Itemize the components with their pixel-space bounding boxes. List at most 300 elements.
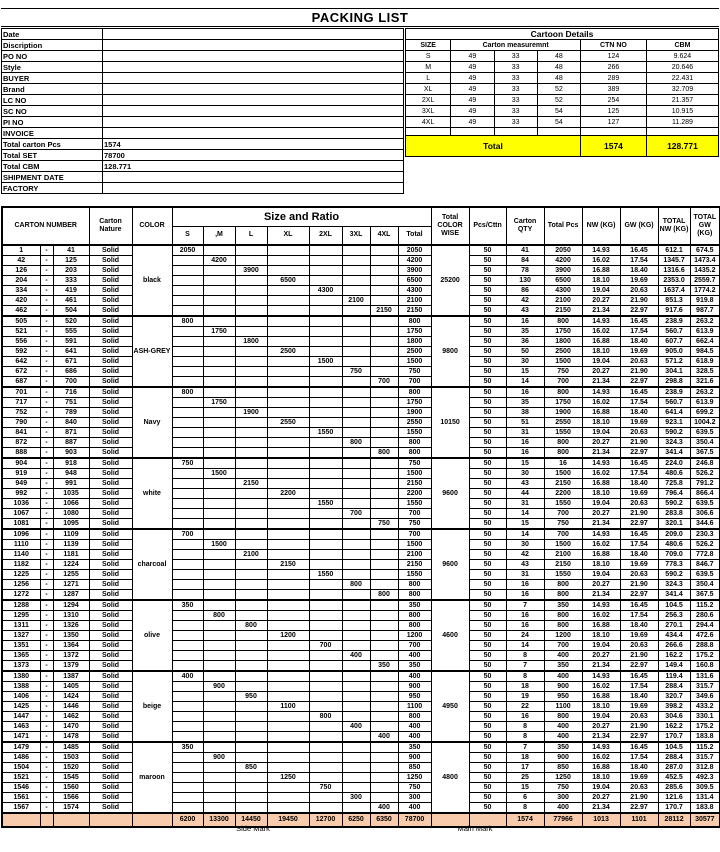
- size-qty-cell: [235, 773, 267, 783]
- gw-header: GW (KG): [620, 207, 658, 245]
- carton-dash-cell: -: [40, 651, 53, 661]
- total-pcs-cell: 2100: [544, 550, 582, 560]
- pcs-per-carton-cell: 50: [469, 692, 506, 702]
- size-qty-cell: 400: [370, 732, 398, 743]
- total-nw-cell: 149.4: [658, 661, 690, 672]
- size-qty-cell: [342, 702, 370, 712]
- total-nw-cell: 162.2: [658, 651, 690, 661]
- size-row-total-cell: 800: [398, 580, 431, 590]
- size-qty-cell: 1550: [309, 428, 342, 438]
- size-row-total-cell: 1900: [398, 408, 431, 418]
- carton-dash-cell: -: [40, 560, 53, 570]
- total-gw-cell: 350.4: [690, 438, 720, 448]
- size-qty-cell: [203, 621, 235, 631]
- size-qty-cell: 350: [172, 600, 203, 611]
- size-qty-cell: [267, 469, 309, 479]
- size-qty-cell: [172, 631, 203, 641]
- total-pcs-cell: 1200: [544, 631, 582, 641]
- size-qty-cell: [370, 783, 398, 793]
- size-qty-cell: [342, 499, 370, 509]
- total-gw-cell: 309.5: [690, 783, 720, 793]
- carton-qty-cell: 16: [506, 438, 544, 448]
- info-value: [103, 73, 404, 84]
- size-qty-cell: [267, 306, 309, 317]
- size-qty-cell: [342, 327, 370, 337]
- size-qty-cell: [235, 570, 267, 580]
- carton-from-cell: 334: [2, 286, 40, 296]
- gw-cell: 18.40: [620, 337, 658, 347]
- size-row-total-header: Total: [398, 226, 431, 245]
- size-row-total-cell: 800: [398, 448, 431, 459]
- carton-details-ctn-header: CTN NO: [581, 40, 647, 51]
- size-qty-cell: 1500: [203, 469, 235, 479]
- carton-cbm-cell: 32.709: [646, 84, 718, 95]
- total-nw-cell: 612.1: [658, 245, 690, 256]
- color-cell: white: [132, 458, 172, 529]
- carton-cbm-cell: 21.357: [646, 95, 718, 106]
- carton-meas-l-cell: 49: [451, 106, 494, 117]
- pcs-per-carton-cell: 50: [469, 753, 506, 763]
- carton-dash-cell: -: [40, 398, 53, 408]
- carton-ctn-no-cell: 254: [581, 95, 647, 106]
- carton-details-row: [406, 73, 719, 84]
- packing-row: [2, 671, 720, 682]
- size-qty-cell: [172, 722, 203, 732]
- size-qty-cell: 2550: [267, 418, 309, 428]
- size-qty-cell: [235, 560, 267, 570]
- pcs-per-carton-cell: 50: [469, 266, 506, 276]
- pcs-per-carton-cell: 50: [469, 448, 506, 459]
- carton-dash-cell: -: [40, 296, 53, 306]
- total-nw-cell: 1637.4: [658, 286, 690, 296]
- info-label: SHIPMENT DATE: [2, 172, 103, 183]
- size-row-total-cell: 700: [398, 509, 431, 519]
- total-pcs-cell: 1550: [544, 428, 582, 438]
- carton-qty-cell: 15: [506, 458, 544, 469]
- size-qty-cell: [203, 763, 235, 773]
- carton-nature-cell: Solid: [89, 306, 132, 317]
- packing-row: [2, 479, 720, 489]
- carton-number-header: CARTON NUMBER: [2, 207, 89, 245]
- size-row-total-cell: 800: [398, 611, 431, 621]
- size-qty-cell: [342, 631, 370, 641]
- size-qty-cell: [267, 641, 309, 651]
- size-col-header-2xl: 2XL: [309, 226, 342, 245]
- carton-qty-cell: 41: [506, 245, 544, 256]
- carton-dash-cell: -: [40, 499, 53, 509]
- pcs-per-carton-cell: 50: [469, 540, 506, 550]
- carton-meas-h-cell: 54: [537, 117, 580, 128]
- size-qty-cell: [309, 367, 342, 377]
- carton-details-total-cbm: 128.771: [646, 136, 718, 157]
- total-pcs-cell: 850: [544, 763, 582, 773]
- total-gw-cell: 321.6: [690, 377, 720, 388]
- carton-from-cell: 1365: [2, 651, 40, 661]
- nw-cell: 14.93: [582, 742, 620, 753]
- size-qty-cell: [172, 773, 203, 783]
- info-row: [2, 150, 404, 161]
- packing-row: [2, 732, 720, 743]
- carton-dash-cell: -: [40, 600, 53, 611]
- size-qty-cell: [235, 428, 267, 438]
- total-gw-cell: 183.8: [690, 732, 720, 743]
- carton-meas-l-cell: 49: [451, 84, 494, 95]
- size-qty-cell: 2150: [235, 479, 267, 489]
- carton-to-cell: 1462: [53, 712, 89, 722]
- size-qty-cell: [370, 296, 398, 306]
- gw-cell: 16.45: [620, 600, 658, 611]
- size-qty-cell: 700: [342, 509, 370, 519]
- size-qty-cell: [235, 245, 267, 256]
- info-value: [103, 128, 404, 139]
- packing-row: [2, 702, 720, 712]
- carton-nature-cell: Solid: [89, 327, 132, 337]
- carton-qty-cell: 16: [506, 316, 544, 327]
- carton-from-cell: 1447: [2, 712, 40, 722]
- total-nw-cell: 341.4: [658, 590, 690, 601]
- size-qty-cell: [172, 448, 203, 459]
- nw-cell: 16.02: [582, 398, 620, 408]
- color-cell: black: [132, 245, 172, 316]
- size-row-total-cell: 2100: [398, 550, 431, 560]
- carton-qty-cell: 78: [506, 266, 544, 276]
- carton-nature-cell: Solid: [89, 377, 132, 388]
- packing-row: [2, 519, 720, 530]
- size-row-total-cell: 3900: [398, 266, 431, 276]
- page-title: PACKING LIST: [1, 9, 719, 27]
- size-qty-cell: [172, 651, 203, 661]
- size-qty-cell: [267, 337, 309, 347]
- pcs-per-carton-cell: 50: [469, 458, 506, 469]
- nw-cell: 14.93: [582, 671, 620, 682]
- size-qty-cell: [235, 783, 267, 793]
- carton-from-cell: 1486: [2, 753, 40, 763]
- packing-row: [2, 641, 720, 651]
- total-pcs-cell: 4200: [544, 256, 582, 266]
- nw-cell: 16.02: [582, 256, 620, 266]
- pcs-per-carton-cell: 50: [469, 580, 506, 590]
- size-qty-cell: [370, 621, 398, 631]
- grand-size-total-cell: 14450: [235, 813, 267, 827]
- size-qty-cell: [342, 773, 370, 783]
- size-qty-cell: [172, 367, 203, 377]
- carton-nature-cell: Solid: [89, 560, 132, 570]
- carton-cbm-cell: 9.624: [646, 51, 718, 62]
- carton-from-cell: 1546: [2, 783, 40, 793]
- gw-cell: 20.63: [620, 286, 658, 296]
- size-qty-cell: [203, 276, 235, 286]
- carton-to-cell: 1545: [53, 773, 89, 783]
- total-gw-cell: 492.3: [690, 773, 720, 783]
- carton-to-cell: 903: [53, 448, 89, 459]
- total-pcs-cell: 1750: [544, 327, 582, 337]
- pcs-per-carton-cell: 50: [469, 296, 506, 306]
- packing-row: [2, 570, 720, 580]
- carton-from-cell: 888: [2, 448, 40, 459]
- size-qty-cell: [203, 783, 235, 793]
- nw-cell: 20.27: [582, 367, 620, 377]
- nw-cell: 18.10: [582, 631, 620, 641]
- size-qty-cell: [342, 519, 370, 530]
- total-pcs-cell: 300: [544, 793, 582, 803]
- total-gw-cell: 639.5: [690, 428, 720, 438]
- size-row-total-cell: 6500: [398, 276, 431, 286]
- carton-dash-cell: -: [40, 732, 53, 743]
- size-qty-cell: 1100: [267, 702, 309, 712]
- pcs-per-carton-cell: 50: [469, 509, 506, 519]
- size-qty-cell: [370, 631, 398, 641]
- size-qty-cell: [370, 651, 398, 661]
- carton-from-cell: 687: [2, 377, 40, 388]
- gw-cell: 21.90: [620, 580, 658, 590]
- size-qty-cell: [203, 316, 235, 327]
- total-nw-cell: 104.5: [658, 742, 690, 753]
- carton-dash-cell: -: [40, 256, 53, 266]
- carton-meas-w-cell: 33: [494, 73, 537, 84]
- carton-dash-cell: -: [40, 763, 53, 773]
- carton-qty-cell: 86: [506, 286, 544, 296]
- size-qty-cell: [203, 773, 235, 783]
- size-qty-cell: [370, 702, 398, 712]
- carton-from-cell: 752: [2, 408, 40, 418]
- gw-cell: 17.54: [620, 611, 658, 621]
- size-qty-cell: [235, 722, 267, 732]
- info-label: Discription: [2, 40, 103, 51]
- size-row-total-cell: 1200: [398, 631, 431, 641]
- carton-dash-cell: -: [40, 611, 53, 621]
- size-qty-cell: 1750: [203, 398, 235, 408]
- size-qty-cell: [172, 489, 203, 499]
- carton-to-cell: 686: [53, 367, 89, 377]
- size-qty-cell: [203, 245, 235, 256]
- size-qty-cell: [203, 499, 235, 509]
- size-qty-cell: [267, 296, 309, 306]
- carton-to-cell: 333: [53, 276, 89, 286]
- size-qty-cell: [309, 590, 342, 601]
- carton-nature-cell: Solid: [89, 286, 132, 296]
- total-pcs-cell: 800: [544, 611, 582, 621]
- carton-from-cell: 1561: [2, 793, 40, 803]
- carton-dash-cell: -: [40, 712, 53, 722]
- carton-from-cell: 1463: [2, 722, 40, 732]
- total-nw-cell: 320.1: [658, 519, 690, 530]
- total-gw-cell: 315.7: [690, 753, 720, 763]
- size-qty-cell: [172, 580, 203, 590]
- total-gw-cell: 987.7: [690, 306, 720, 317]
- carton-qty-cell: 8: [506, 803, 544, 814]
- packing-row: [2, 651, 720, 661]
- carton-to-cell: 1326: [53, 621, 89, 631]
- total-nw-cell: 283.8: [658, 509, 690, 519]
- size-row-total-cell: 1750: [398, 327, 431, 337]
- carton-details-panel: [405, 28, 719, 157]
- size-qty-cell: [203, 712, 235, 722]
- packing-row: [2, 712, 720, 722]
- total-gw-cell: 175.2: [690, 651, 720, 661]
- nw-cell: 21.34: [582, 590, 620, 601]
- total-pcs-cell: 1500: [544, 469, 582, 479]
- carton-from-cell: 521: [2, 327, 40, 337]
- carton-dash-cell: -: [40, 631, 53, 641]
- carton-to-cell: 716: [53, 387, 89, 398]
- total-gw-cell: 306.6: [690, 509, 720, 519]
- gw-cell: 19.69: [620, 631, 658, 641]
- total-pcs-cell: 800: [544, 580, 582, 590]
- size-qty-cell: [309, 732, 342, 743]
- total-pcs-header: Total Pcs: [544, 207, 582, 245]
- size-qty-cell: [267, 580, 309, 590]
- packing-row: [2, 337, 720, 347]
- total-gw-cell: 367.5: [690, 448, 720, 459]
- total-gw-header: TOTAL GW (KG): [690, 207, 720, 245]
- total-pcs-cell: 800: [544, 621, 582, 631]
- carton-size-cell: L: [406, 73, 451, 84]
- info-row: [2, 73, 404, 84]
- carton-nature-cell: Solid: [89, 651, 132, 661]
- size-qty-cell: [267, 367, 309, 377]
- main-mark-label: Main Mark: [457, 824, 493, 833]
- size-qty-cell: [309, 682, 342, 692]
- size-qty-cell: [203, 306, 235, 317]
- packing-row: [2, 428, 720, 438]
- carton-dash-cell: -: [40, 793, 53, 803]
- size-qty-cell: [309, 803, 342, 814]
- gw-cell: 16.45: [620, 671, 658, 682]
- size-qty-cell: [172, 296, 203, 306]
- size-qty-cell: 850: [235, 763, 267, 773]
- size-qty-cell: [172, 753, 203, 763]
- carton-qty-cell: 18: [506, 753, 544, 763]
- size-qty-cell: [309, 793, 342, 803]
- size-qty-cell: [172, 611, 203, 621]
- carton-to-cell: 887: [53, 438, 89, 448]
- gw-cell: 18.40: [620, 266, 658, 276]
- carton-to-cell: 1560: [53, 783, 89, 793]
- size-row-total-cell: 1550: [398, 428, 431, 438]
- carton-nature-cell: Solid: [89, 550, 132, 560]
- pcs-per-carton-cell: 50: [469, 245, 506, 256]
- nw-cell: 16.88: [582, 479, 620, 489]
- carton-nature-cell: Solid: [89, 428, 132, 438]
- packing-row: [2, 600, 720, 611]
- nw-cell: 16.02: [582, 540, 620, 550]
- size-qty-cell: [267, 651, 309, 661]
- total-nw-cell: 480.6: [658, 540, 690, 550]
- size-qty-cell: [172, 408, 203, 418]
- carton-to-cell: 1310: [53, 611, 89, 621]
- size-row-total-cell: 800: [398, 387, 431, 398]
- carton-nature-cell: Solid: [89, 570, 132, 580]
- total-nw-cell: 2353.0: [658, 276, 690, 286]
- carton-from-cell: 790: [2, 418, 40, 428]
- packing-row: [2, 306, 720, 317]
- carton-details-row: [406, 95, 719, 106]
- total-pcs-cell: 2150: [544, 479, 582, 489]
- carton-from-cell: 1272: [2, 590, 40, 601]
- total-gw-cell: 846.7: [690, 560, 720, 570]
- size-row-total-cell: 750: [398, 519, 431, 530]
- total-gw-cell: 639.5: [690, 570, 720, 580]
- carton-qty-cell: 51: [506, 418, 544, 428]
- carton-nature-cell: Solid: [89, 367, 132, 377]
- size-qty-cell: [172, 519, 203, 530]
- size-qty-cell: [267, 753, 309, 763]
- carton-qty-cell: 8: [506, 732, 544, 743]
- size-qty-cell: 350: [172, 742, 203, 753]
- carton-from-cell: 1327: [2, 631, 40, 641]
- size-row-total-cell: 1800: [398, 337, 431, 347]
- carton-to-cell: 1255: [53, 570, 89, 580]
- info-value: [103, 29, 404, 40]
- total-pcs-cell: 750: [544, 519, 582, 530]
- size-qty-cell: 350: [370, 661, 398, 672]
- size-qty-cell: 1900: [235, 408, 267, 418]
- size-qty-cell: [342, 418, 370, 428]
- size-qty-cell: [172, 347, 203, 357]
- packing-row: [2, 540, 720, 550]
- carton-from-cell: 1067: [2, 509, 40, 519]
- grand-size-total-cell: 13300: [203, 813, 235, 827]
- carton-qty-cell: 31: [506, 428, 544, 438]
- size-qty-cell: [370, 337, 398, 347]
- size-qty-cell: [309, 773, 342, 783]
- size-qty-cell: [370, 266, 398, 276]
- size-qty-cell: [267, 245, 309, 256]
- carton-details-total-label: Total: [406, 136, 581, 157]
- size-row-total-cell: 1250: [398, 773, 431, 783]
- carton-details-row: [406, 51, 719, 62]
- carton-qty-cell: 30: [506, 357, 544, 367]
- info-label: LC NO: [2, 95, 103, 106]
- info-value: 1574: [103, 139, 404, 150]
- color-wise-total-cell: 10150: [431, 387, 469, 458]
- carton-qty-cell: 16: [506, 387, 544, 398]
- carton-dash-cell: -: [40, 357, 53, 367]
- packing-row: [2, 377, 720, 388]
- carton-from-cell: 462: [2, 306, 40, 317]
- carton-from-cell: 841: [2, 428, 40, 438]
- carton-to-cell: 41: [53, 245, 89, 256]
- carton-qty-cell: 6: [506, 793, 544, 803]
- size-qty-cell: [370, 418, 398, 428]
- size-qty-cell: [267, 803, 309, 814]
- size-row-total-cell: 750: [398, 783, 431, 793]
- size-qty-cell: [309, 621, 342, 631]
- carton-to-cell: 419: [53, 286, 89, 296]
- total-pcs-cell: 1250: [544, 773, 582, 783]
- carton-meas-w-cell: 33: [494, 95, 537, 106]
- packing-row: [2, 682, 720, 692]
- size-qty-cell: [172, 377, 203, 388]
- packing-row: [2, 499, 720, 509]
- size-qty-cell: [235, 469, 267, 479]
- size-qty-cell: [267, 286, 309, 296]
- carton-size-cell: M: [406, 62, 451, 73]
- size-row-total-cell: 350: [398, 742, 431, 753]
- size-qty-cell: [309, 327, 342, 337]
- packing-row: [2, 489, 720, 499]
- carton-qty-cell: 30: [506, 540, 544, 550]
- total-gw-cell: 639.5: [690, 499, 720, 509]
- size-qty-cell: 800: [370, 590, 398, 601]
- gw-cell: 21.90: [620, 367, 658, 377]
- total-nw-cell: 560.7: [658, 327, 690, 337]
- gw-cell: 20.63: [620, 499, 658, 509]
- size-qty-cell: [309, 398, 342, 408]
- size-qty-cell: [172, 509, 203, 519]
- carton-nature-cell: Solid: [89, 347, 132, 357]
- nw-cell: 16.02: [582, 327, 620, 337]
